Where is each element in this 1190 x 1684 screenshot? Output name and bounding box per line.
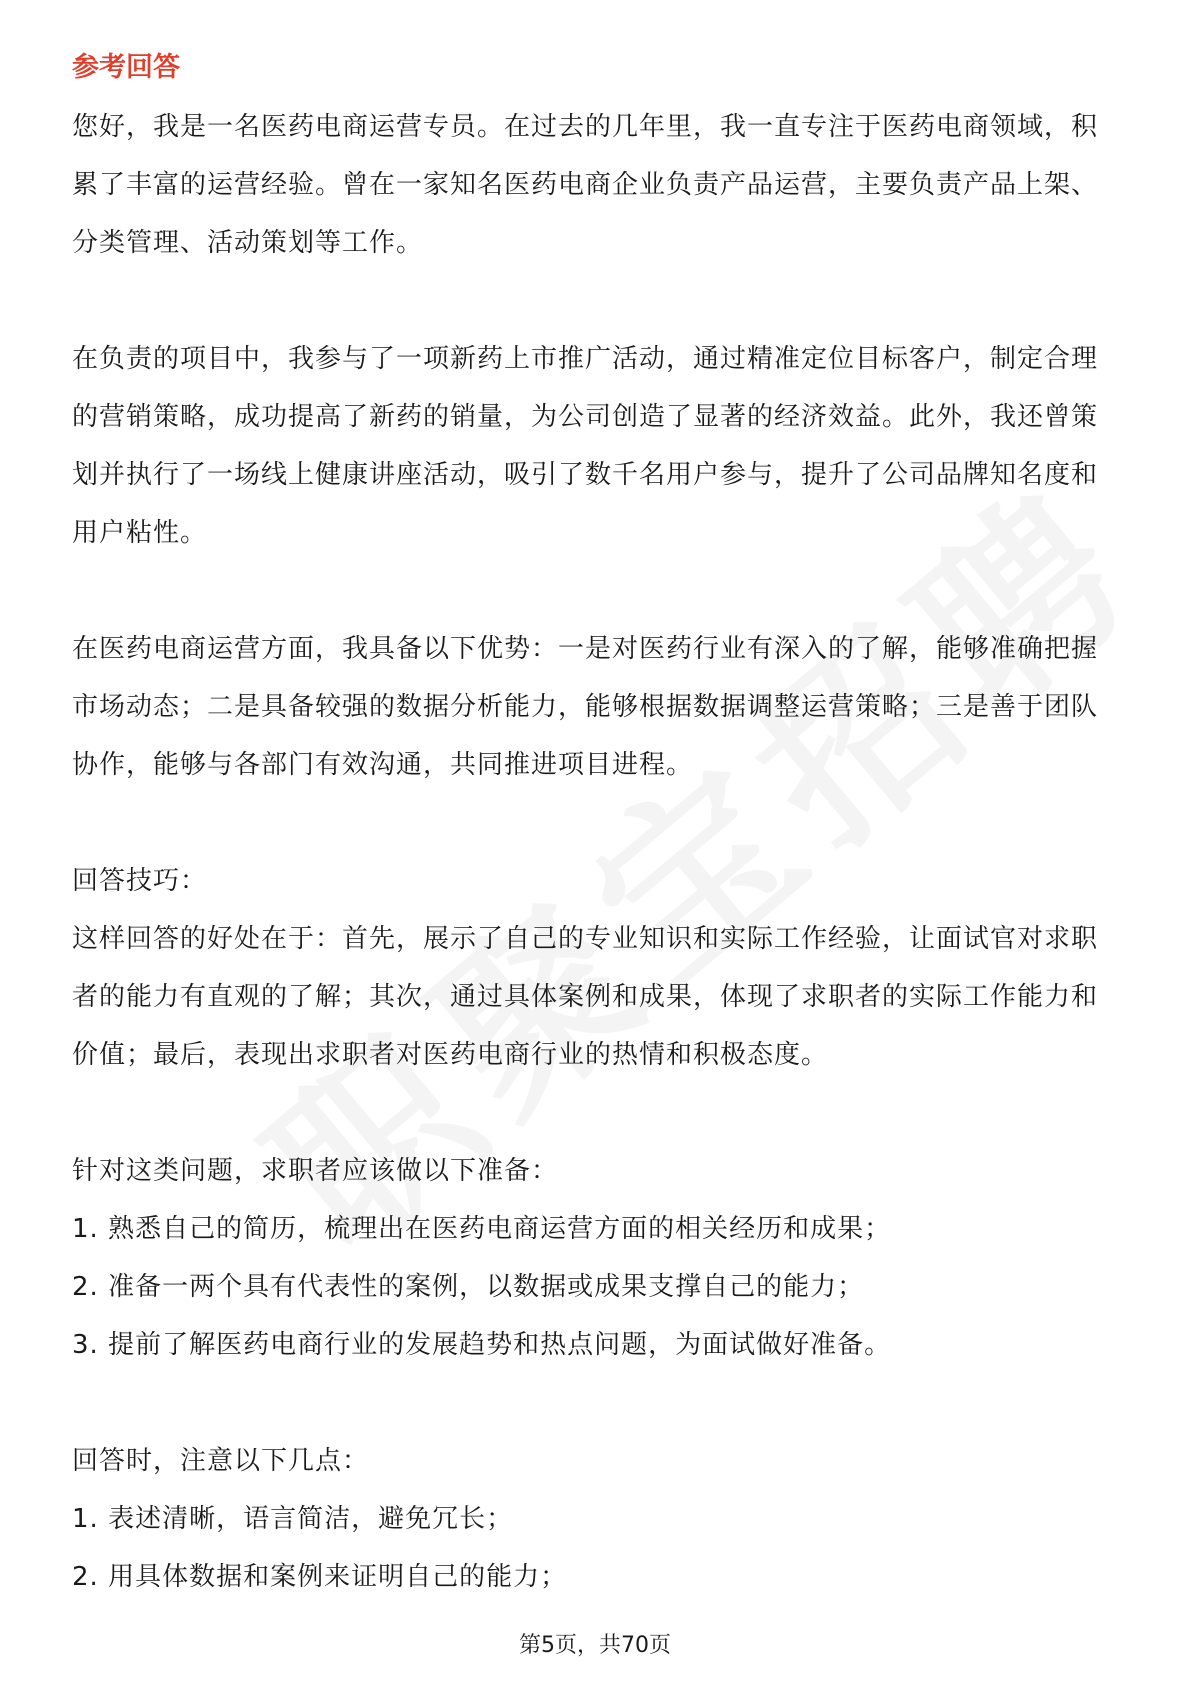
notes-title: 回答时，注意以下几点： xyxy=(72,1446,370,1476)
prep-item: 3. 提前了解医药电商行业的发展趋势和热点问题，为面试做好准备。 xyxy=(72,1330,892,1360)
prep-item: 1. 熟悉自己的简历，梳理出在医药电商运营方面的相关经历和成果； xyxy=(72,1214,892,1244)
prep-title: 针对这类问题，求职者应该做以下准备： xyxy=(72,1156,559,1186)
answer-heading: 参考回答 xyxy=(72,52,180,83)
paragraph-project: 在负责的项目中，我参与了一项新药上市推广活动，通过精准定位目标客户，制定合理的营销策略，成功提高了新药的销量，为公司创造了显著的经济效益。此外，我还曾策划并执行了一场线上健康讲座活动，吸引了数千名用户参与，提升了公司品牌知名度和用户粘性。 xyxy=(72,344,1099,548)
spacer xyxy=(72,272,1122,330)
notes-item: 1. 表述清晰，语言简洁，避免冗长； xyxy=(72,1504,514,1534)
paragraph-strengths: 在医药电商运营方面，我具备以下优势：一是对医药行业有深入的了解，能够准确把握市场动态；二是具备较强的数据分析能力，能够根据数据调整运营策略；三是善于团队协作，能够与各部门有效沟通，共同推进项目进程。 xyxy=(72,634,1099,780)
tips-body: 这样回答的好处在于：首先，展示了自己的专业知识和实际工作经验，让面试官对求职者的能力有直观的了解；其次，通过具体案例和成果，体现了求职者的实际工作能力和价值；最后，表现出求职者对医药电商行业的热情和积极态度。 xyxy=(72,924,1099,1070)
spacer xyxy=(72,794,1122,852)
page-content xyxy=(72,48,1122,1606)
prep-item: 2. 准备一两个具有代表性的案例，以数据或成果支撑自己的能力； xyxy=(72,1272,865,1302)
notes-item: 2. 用具体数据和案例来证明自己的能力； xyxy=(72,1562,568,1592)
page-number: 第5页，共70页 xyxy=(519,1633,671,1658)
paragraph-intro: 您好，我是一名医药电商运营专员。在过去的几年里，我一直专注于医药电商领域，积累了丰富的运营经验。曾在一家知名医药电商企业负责产品运营，主要负责产品上架、分类管理、活动策划等工作。 xyxy=(72,112,1099,258)
spacer xyxy=(72,1084,1122,1142)
tips-title: 回答技巧： xyxy=(72,866,208,896)
spacer xyxy=(72,562,1122,620)
spacer xyxy=(72,1374,1122,1432)
